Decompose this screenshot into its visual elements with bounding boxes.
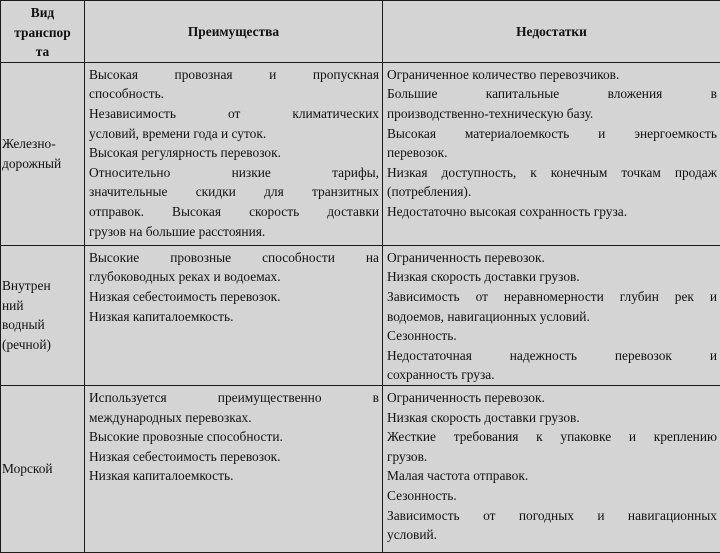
transport-type-line: дорожный	[2, 154, 84, 174]
text-line: Низкая доступность, к конечным точкам продаж	[387, 163, 717, 183]
text-line: Низкая капиталоемкость.	[89, 466, 379, 486]
text-line: Ограниченное количество перевозчиков.	[387, 65, 717, 85]
table-row-railway	[1, 62, 720, 245]
text-line: Высокие провозные способности.	[89, 427, 379, 447]
header-row	[1, 1, 720, 63]
text-line: Большие капитальные вложения в	[387, 84, 717, 104]
header-disadvantages-label: Недостатки	[516, 24, 587, 39]
transport-type-line: Морской	[2, 459, 84, 479]
text-line: Зависимость от погодных и навигационных	[387, 506, 717, 526]
text-line: грузов на большие расстояния.	[89, 222, 379, 242]
text-line: Используется преимущественно в	[89, 388, 379, 408]
text-line: способность.	[89, 84, 379, 104]
text-line: Низкая капиталоемкость.	[89, 307, 379, 327]
text-line: водоемов, навигационных условий.	[387, 307, 717, 327]
transport-type-cell	[1, 62, 85, 245]
text-line: условий.	[387, 525, 717, 545]
text-line: грузов.	[387, 447, 717, 467]
transport-type-cell	[1, 385, 85, 552]
advantages-cell	[85, 245, 383, 385]
text-line: Высокая материалоемкость и энергоемкость	[387, 124, 717, 144]
header-transport-type	[1, 1, 85, 63]
header-type-line: Вид	[1, 3, 84, 23]
text-line: перевозок.	[387, 143, 717, 163]
header-advantages-label: Преимущества	[188, 24, 279, 39]
disadvantages-cell	[383, 245, 720, 385]
text-line: Недостаточная надежность перевозок и	[387, 346, 717, 366]
text-line: производственно-техническую базу.	[387, 104, 717, 124]
transport-type-line: ний	[2, 296, 84, 316]
text-line: международных перевозках.	[89, 408, 379, 428]
text-line: Малая частота отправок.	[387, 466, 717, 486]
text-line: Недостаточно высокая сохранность груза.	[387, 202, 717, 222]
header-type-line: транспор	[1, 23, 84, 43]
text-line: значительные скидки для транзитных	[89, 182, 379, 202]
advantages-cell	[85, 385, 383, 552]
text-line: Низкая себестоимость перевозок.	[89, 447, 379, 467]
transport-type-line: водный	[2, 315, 84, 335]
text-line: Ограниченность перевозок.	[387, 388, 717, 408]
text-line: Относительно низкие тарифы,	[89, 163, 379, 183]
advantages-cell	[85, 62, 383, 245]
header-type-line: та	[1, 42, 84, 62]
text-line: Сезонность.	[387, 326, 717, 346]
table-row-maritime	[1, 385, 720, 552]
text-line: Высокая регулярность перевозок.	[89, 143, 379, 163]
disadvantages-cell	[383, 62, 720, 245]
header-advantages	[85, 1, 383, 63]
table-row-inland-water	[1, 245, 720, 385]
text-line: (потребления).	[387, 182, 717, 202]
text-line: Сезонность.	[387, 486, 717, 506]
text-line: Зависимость от неравномерности глубин рек и	[387, 287, 717, 307]
transport-type-line: Внутрен	[2, 276, 84, 296]
text-line: Высокая провозная и пропускная	[89, 65, 379, 85]
text-line: Низкая себестоимость перевозок.	[89, 287, 379, 307]
text-line: Ограниченность перевозок.	[387, 248, 717, 268]
text-line: отправок. Высокая скорость доставки	[89, 202, 379, 222]
text-line: сохранность груза.	[387, 365, 717, 385]
transport-type-line: (речной)	[2, 335, 84, 355]
disadvantages-cell	[383, 385, 720, 552]
text-line: Независимость от климатических	[89, 104, 379, 124]
header-disadvantages	[383, 1, 720, 63]
text-line: Низкая скорость доставки грузов.	[387, 267, 717, 287]
text-line: Жесткие требования к упаковке и креплению	[387, 427, 717, 447]
transport-type-cell	[1, 245, 85, 385]
text-line: Высокие провозные способности на	[89, 248, 379, 268]
transport-type-line: Железно-	[2, 134, 84, 154]
text-line: условий, времени года и суток.	[89, 124, 379, 144]
text-line: Низкая скорость доставки грузов.	[387, 408, 717, 428]
text-line: глубоководных реках и водоемах.	[89, 267, 379, 287]
